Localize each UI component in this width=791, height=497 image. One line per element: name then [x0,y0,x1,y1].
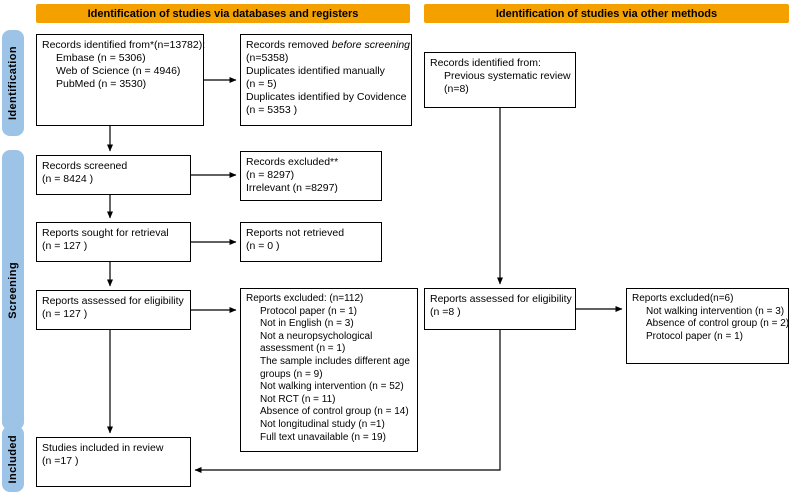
text-line: (n =8 ) [430,306,461,319]
box-records-screened [36,155,191,195]
header-other-methods [424,4,789,23]
text-line: Web of Science (n = 4946) [56,65,181,78]
text-line: Duplicates identified manually [246,65,385,78]
text-line: Embase (n = 5306) [56,52,146,65]
text-line: PubMed (n = 3530) [56,78,147,91]
box-reports-excluded-databases [240,288,418,452]
text-line: Records identified from*(n=13782): [42,39,206,51]
text-line: (n = 0 ) [246,240,280,253]
text-line: The sample includes different age [260,355,410,367]
box-records-identified-other [424,52,576,108]
box-reports-sought-retrieval [36,222,191,262]
box-records-excluded [240,151,382,201]
text-line: (n = 8297) [246,169,295,182]
box-reports-not-retrieved [240,222,382,262]
text-line: Reports excluded(n=6) [632,293,734,304]
text-line: Duplicates identified by Covidence [246,91,407,104]
box-studies-included-review [36,437,191,487]
text-line: Reports assessed for eligibility [430,293,572,305]
box-records-identified-databases [36,34,204,126]
text-line: Not in English (n = 3) [260,318,354,330]
text-line: (n = 127 ) [42,308,88,321]
text-line: Not walking intervention (n = 3) [646,305,785,317]
text-line: Reports excluded: (n=112) [246,293,364,304]
text-line: Not longitudinal study (n =1) [260,418,385,430]
text-line: Absence of control group (n = 14) [260,406,409,418]
stage-screening [2,150,24,430]
text-line: Not walking intervention (n = 52) [260,381,404,393]
text-line: (n=8) [444,83,469,96]
header-other-label: Identification of studies via other methods [495,7,718,20]
text-line: Studies included in review [42,442,164,454]
stage-identification-label: Identification [7,45,19,121]
text-line [246,39,413,52]
box-records-removed-before-screening [240,34,412,126]
text-line: (n = 5) [246,78,277,91]
text-line: groups (n = 9) [260,368,323,380]
text-span: Records removed [246,39,332,51]
text-line: Full text unavailable (n = 19) [260,431,386,443]
stage-included [2,426,24,492]
text-line: (n = 127 ) [42,240,88,253]
stage-included-label: Included [7,434,19,484]
text-line: (n =17 ) [42,455,79,468]
text-line: Protocol paper (n = 1) [260,305,357,317]
text-line: Irrelevant (n =8297) [246,182,338,195]
text-line: Not RCT (n = 11) [260,393,336,405]
text-line: (n=5358) [246,52,289,65]
text-line: Records screened [42,160,128,172]
text-line: Reports assessed for eligibility [42,295,184,307]
header-databases-label: Identification of studies via databases and registers [87,7,359,20]
text-line: Reports not retrieved [246,227,345,239]
text-line: assessment (n = 1) [260,343,346,355]
stage-screening-label: Screening [7,261,19,319]
text-line: Reports sought for retrieval [42,227,169,239]
box-reports-assessed-databases [36,290,191,330]
text-span: : [410,39,413,51]
text-line: Records identified from: [430,57,541,69]
header-databases-registers [36,4,410,23]
text-line: Absence of control group (n = 2) [646,318,790,330]
box-reports-excluded-other [626,288,789,364]
text-line: Records excluded** [246,156,339,168]
text-line: (n = 8424 ) [42,173,94,186]
text-span-italic: before screening [331,39,411,51]
box-reports-assessed-other [424,288,576,330]
text-line: Protocol paper (n = 1) [646,330,743,342]
text-line: Not a neuropsychological [260,330,373,342]
text-line: Previous systematic review [444,70,571,83]
stage-identification [2,30,24,136]
text-line: (n = 5353 ) [246,104,298,117]
